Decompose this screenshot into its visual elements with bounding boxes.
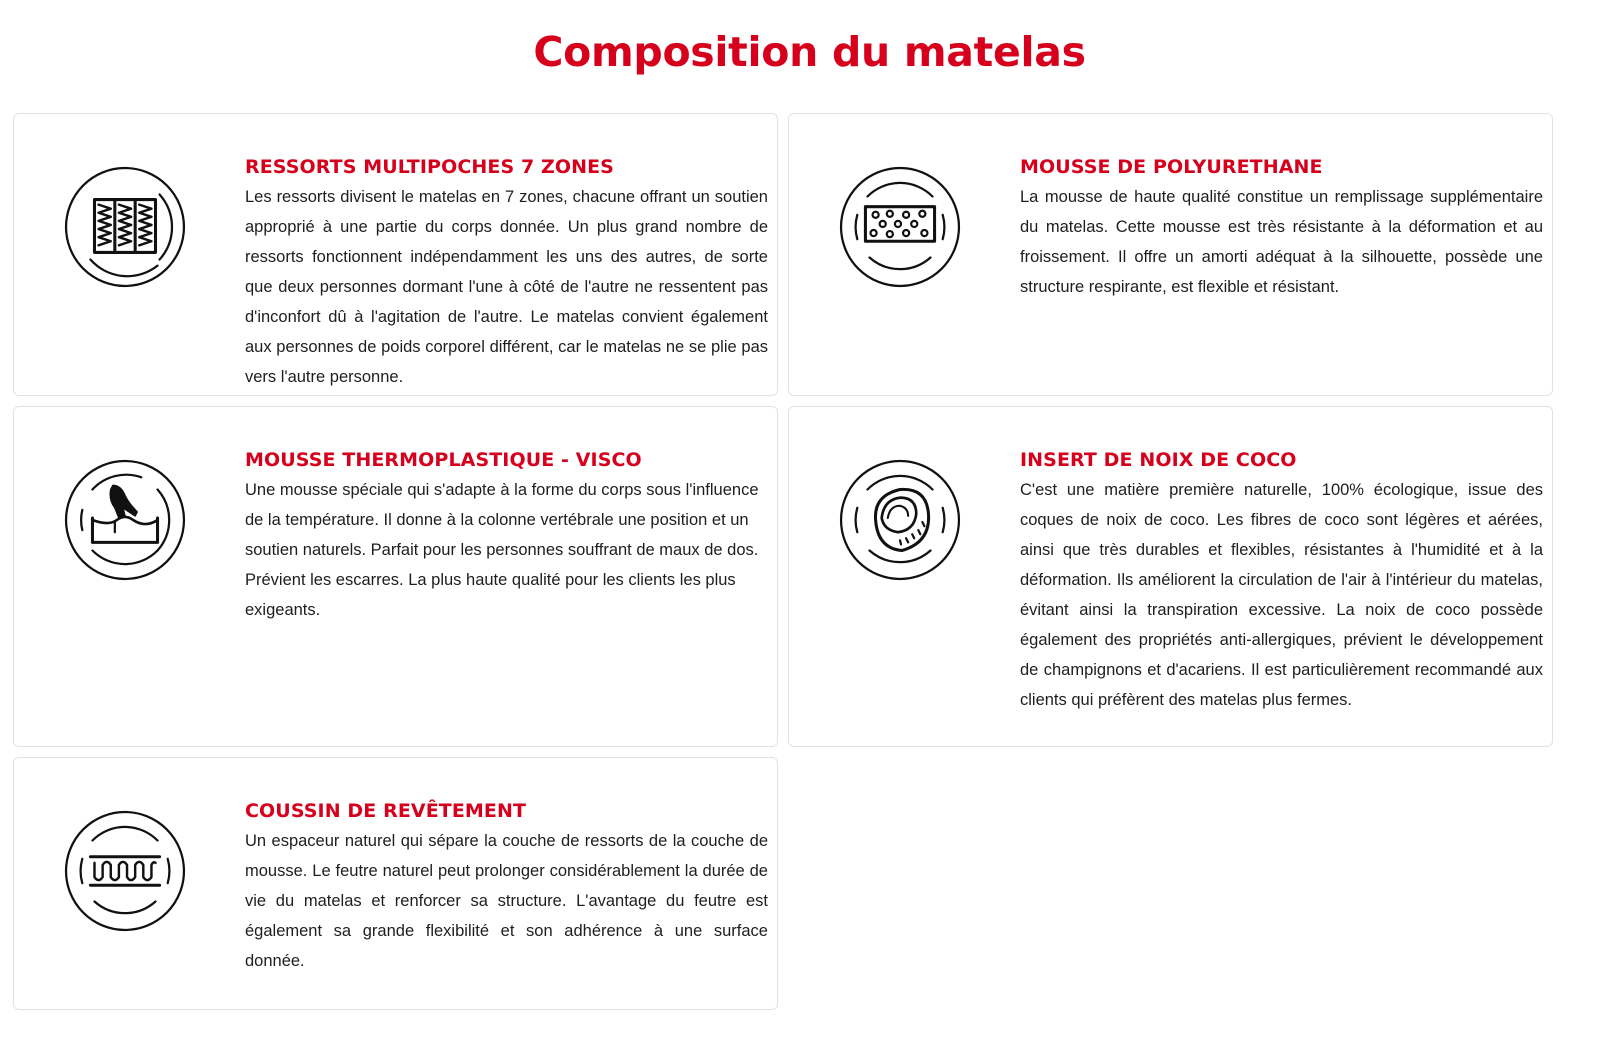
card-polyurethane-foam xyxy=(788,113,1553,396)
springs-icon xyxy=(64,166,186,288)
foam-icon xyxy=(839,166,961,288)
card-description: Une mousse spéciale qui s'adapte à la forme du corps sous l'influence de la température. Il donne à la colonne vertébrale une position et un soutien naturels. Parfait pour les personnes souffrant de maux de dos. Prévient les escarres. La plus haute qualité pour les clients les plus exigeants. xyxy=(245,481,759,619)
card-title: COUSSIN DE REVÊTEMENT xyxy=(245,800,527,822)
card-springs xyxy=(13,113,778,396)
memory-foam-hand-icon xyxy=(64,459,186,581)
felt-pad-icon xyxy=(64,810,186,932)
card-title: MOUSSE DE POLYURETHANE xyxy=(1020,156,1323,178)
card-description: Un espaceur naturel qui sépare la couche de ressorts de la couche de mousse. Le feutre naturel peut prolonger considérablement la durée de vie du matelas et renforcer sa structure. L'avantage du feutre est également sa grande flexibilité et son adhérence à une surface donnée. xyxy=(245,832,768,970)
page-title: Composition du matelas xyxy=(533,28,1086,76)
card-description: La mousse de haute qualité constitue un remplissage supplémentaire du matelas. Cette mousse est très résistante à la déformation et au froissement. Il offre un amorti adéquat à la silhouette, possède une structure respirante, est flexible et résistant. xyxy=(1020,188,1543,296)
card-description: C'est une matière première naturelle, 100% écologique, issue des coques de noix de coco. Les fibres de coco sont légères et aérées, ainsi que très durables et flexibles, résistantes à l'humidité et à la déformation. Ils améliorent la circulation de l'air à l'intérieur du matelas, évitant ainsi la transpiration excessive. La noix de coco possède également des propriétés anti-allergiques, prévient le développement de champignons et d'acariens. Il est particulièrement recommandé aux clients qui préfèrent des matelas plus fermes. xyxy=(1020,481,1543,709)
card-title: MOUSSE THERMOPLASTIQUE - VISCO xyxy=(245,449,642,471)
coconut-icon xyxy=(839,459,961,581)
card-description: Les ressorts divisent le matelas en 7 zones, chacune offrant un soutien approprié à une partie du corps donnée. Un plus grand nombre de ressorts fonctionnent indépendamment les uns des autres, de sorte que deux personnes dormant l'une à côté de l'autre ne ressentent pas d'inconfort dû à l'agitation de l'autre. Le matelas convient également aux personnes de poids corporel différent, car le matelas ne se plie pas vers l'autre personne. xyxy=(245,188,768,386)
card-visco-foam xyxy=(13,406,778,747)
card-title: RESSORTS MULTIPOCHES 7 ZONES xyxy=(245,156,614,178)
card-coconut-insert xyxy=(788,406,1553,747)
card-felt-pad xyxy=(13,757,778,1010)
card-title: INSERT DE NOIX DE COCO xyxy=(1020,449,1297,471)
